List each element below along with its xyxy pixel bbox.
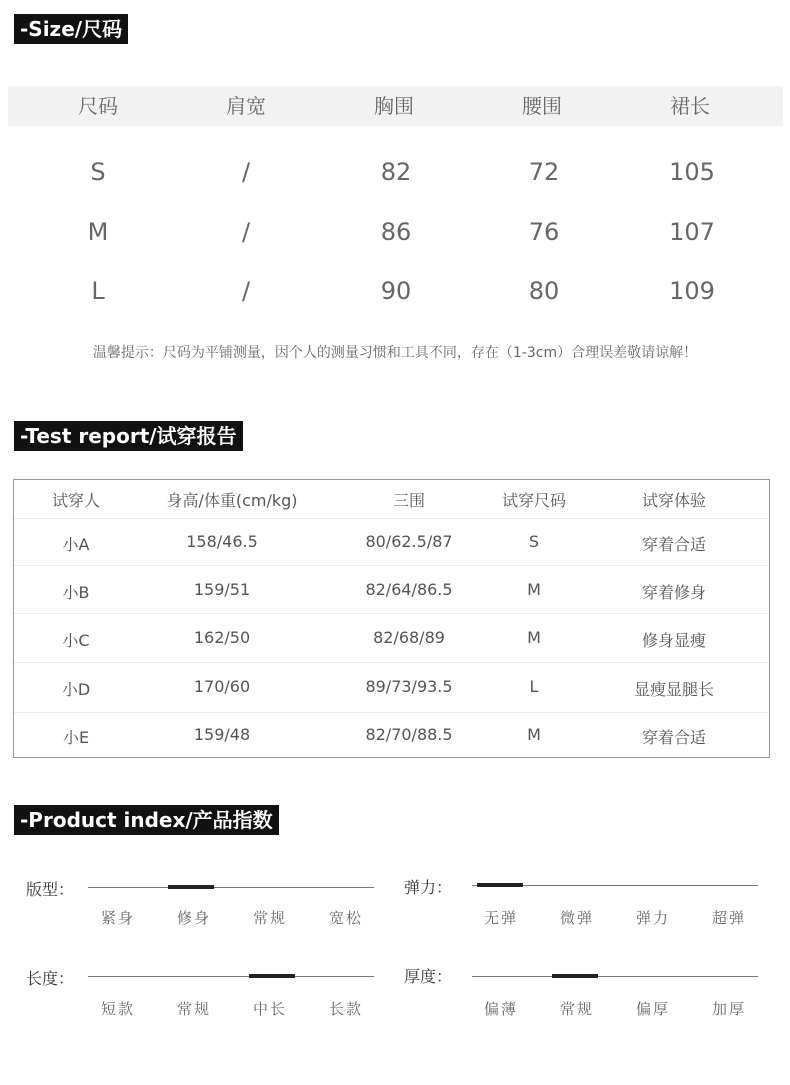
index-option: 超弹 xyxy=(712,909,747,927)
index-selected-marker xyxy=(168,885,214,889)
size-section-title: -Size/尺码 xyxy=(14,14,128,44)
size-cell: 109 xyxy=(669,277,715,305)
test-cell: L xyxy=(529,677,539,696)
test-header-measurements: 三围 xyxy=(392,491,425,510)
test-cell: 小B xyxy=(62,583,90,602)
test-cell: 小C xyxy=(62,631,90,650)
test-cell: 82/68/89 xyxy=(373,628,445,647)
index-scale-line xyxy=(88,887,374,888)
index-label: 厚度： xyxy=(404,967,453,986)
test-cell: 显瘦显腿长 xyxy=(633,680,714,699)
index-label: 弹力： xyxy=(404,878,453,897)
index-option: 宽松 xyxy=(329,909,364,927)
test-header-experience: 试穿体验 xyxy=(641,491,706,510)
size-cell: / xyxy=(241,277,251,305)
test-cell: M xyxy=(527,580,541,599)
index-section-title: -Product index/产品指数 xyxy=(14,805,279,835)
index-option: 修身 xyxy=(177,909,212,927)
test-cell: 穿着合适 xyxy=(641,728,706,747)
index-option: 微弹 xyxy=(560,909,595,927)
test-cell: 修身显瘦 xyxy=(641,631,706,650)
index-option: 偏薄 xyxy=(484,1000,519,1018)
index-selected-marker xyxy=(249,974,295,978)
size-cell: 90 xyxy=(380,277,412,305)
test-cell: M xyxy=(527,628,541,647)
index-option: 偏厚 xyxy=(636,1000,671,1018)
size-cell: / xyxy=(241,218,251,246)
size-cell: 82 xyxy=(380,158,412,186)
test-section-title: -Test report/试穿报告 xyxy=(14,421,243,451)
size-table-header xyxy=(8,86,783,126)
index-option: 无弹 xyxy=(484,909,519,927)
test-cell: 158/46.5 xyxy=(186,532,258,551)
test-cell: 82/64/86.5 xyxy=(365,580,453,599)
index-scale-line xyxy=(88,976,374,977)
size-cell: L xyxy=(91,277,105,305)
index-option: 弹力 xyxy=(636,909,671,927)
test-cell: 159/48 xyxy=(193,725,251,744)
test-cell: 小E xyxy=(62,728,90,747)
index-option: 常规 xyxy=(253,909,288,927)
size-cell: 76 xyxy=(528,218,560,246)
test-cell: M xyxy=(527,725,541,744)
index-scale-line xyxy=(472,976,758,977)
test-cell: 80/62.5/87 xyxy=(365,532,453,551)
index-option: 常规 xyxy=(560,1000,595,1018)
size-cell: / xyxy=(241,158,251,186)
size-cell: S xyxy=(90,158,106,186)
test-cell: 170/60 xyxy=(193,677,251,696)
size-cell: 107 xyxy=(669,218,715,246)
test-report-table xyxy=(13,479,770,758)
index-option: 加厚 xyxy=(712,1000,747,1018)
test-header-height-weight: 身高/体重(cm/kg) xyxy=(166,491,298,510)
size-cell: 80 xyxy=(528,277,560,305)
table-divider xyxy=(14,565,769,566)
test-cell: 小D xyxy=(61,680,91,699)
size-cell: M xyxy=(87,218,109,246)
size-header-waist: 腰围 xyxy=(522,94,562,118)
size-header-shoulder: 肩宽 xyxy=(226,94,266,118)
test-cell: 82/70/88.5 xyxy=(365,725,453,744)
index-selected-marker xyxy=(477,883,523,887)
test-cell: 89/73/93.5 xyxy=(365,677,453,696)
table-divider xyxy=(14,518,769,519)
index-selected-marker xyxy=(552,974,598,978)
table-divider xyxy=(14,613,769,614)
measurement-tip: 温馨提示：尺码为平铺测量，因个人的测量习惯和工具不同，存在（1-3cm）合理误差敬请谅解！ xyxy=(92,345,698,361)
test-cell: S xyxy=(528,532,540,551)
size-header-length: 裙长 xyxy=(670,94,710,118)
size-header-size: 尺码 xyxy=(78,94,118,118)
index-option: 紧身 xyxy=(101,909,136,927)
index-option: 中长 xyxy=(253,1000,288,1018)
index-option: 常规 xyxy=(177,1000,212,1018)
test-cell: 小A xyxy=(62,535,90,554)
table-divider xyxy=(14,712,769,713)
test-header-size: 试穿尺码 xyxy=(501,491,566,510)
index-option: 长款 xyxy=(329,1000,364,1018)
test-cell: 159/51 xyxy=(193,580,251,599)
index-label: 版型： xyxy=(26,880,75,899)
test-header-tester: 试穿人 xyxy=(51,491,100,510)
size-cell: 72 xyxy=(528,158,560,186)
size-header-chest: 胸围 xyxy=(374,94,414,118)
table-divider xyxy=(14,662,769,663)
size-cell: 105 xyxy=(669,158,715,186)
test-cell: 穿着合适 xyxy=(641,535,706,554)
index-option: 短款 xyxy=(101,1000,136,1018)
size-cell: 86 xyxy=(380,218,412,246)
test-cell: 162/50 xyxy=(193,628,251,647)
test-cell: 穿着修身 xyxy=(641,583,706,602)
index-label: 长度： xyxy=(26,969,75,988)
